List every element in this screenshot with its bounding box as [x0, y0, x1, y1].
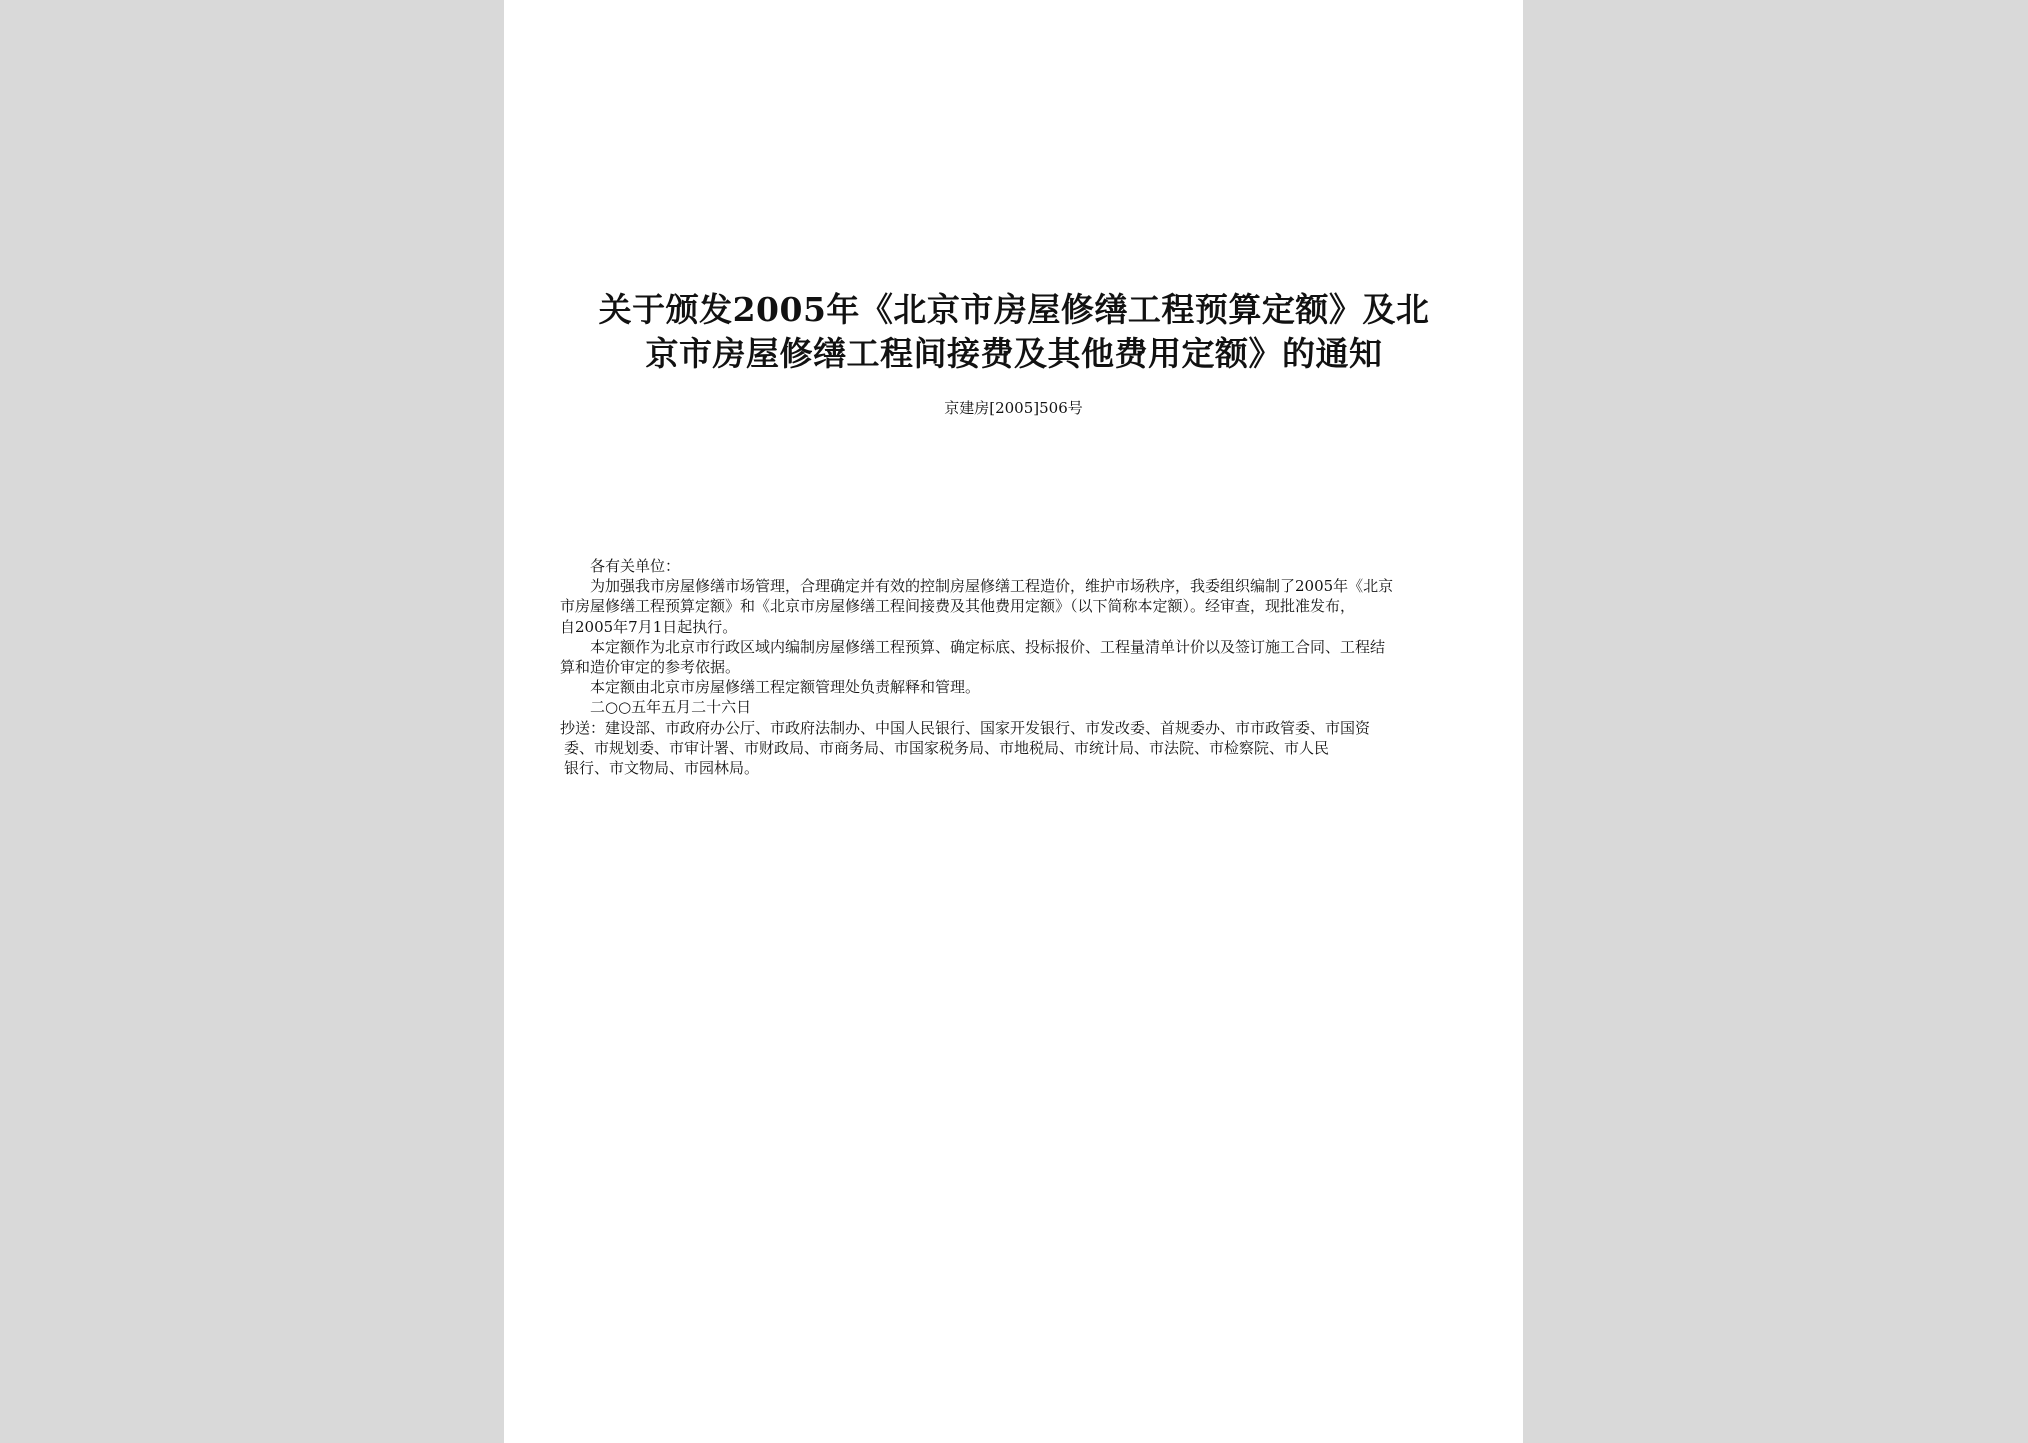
document-body — [560, 556, 1470, 778]
paragraph-line: 算和造价审定的参考依据。 — [560, 658, 741, 677]
paragraph-line: 本定额作为北京市行政区域内编制房屋修缮工程预算、确定标底、投标报价、工程量清单计价以及签订施工合同、工程结 — [590, 637, 1386, 656]
title-line: 京市房屋修缮工程间接费及其他费用定额》的通知 — [645, 334, 1383, 373]
paragraph-line: 为加强我市房屋修缮市场管理，合理确定并有效的控制房屋修缮工程造价，维护市场秩序，我委组织编制了2005年《北京 — [590, 577, 1394, 596]
document-number: 京建房[2005]506号 — [944, 399, 1083, 417]
cc-list — [560, 718, 1470, 779]
cc-line: 银行、市文物局、市园林局。 — [564, 759, 760, 778]
title-line: 关于颁发2005年《北京市房屋修缮工程预算定额》及北 — [598, 290, 1430, 329]
paragraph-3: 本定额由北京市房屋修缮工程定额管理处负责解释和管理。 — [590, 678, 981, 697]
cc-line: 抄送：建设部、市政府办公厅、市政府法制办、中国人民银行、国家开发银行、市发改委、首规委办、市市政管委、市国资 — [560, 718, 1371, 737]
paragraph-1 — [560, 576, 1470, 637]
document-page — [504, 0, 1523, 1443]
issue-date: 二○○五年五月二十六日 — [590, 698, 752, 717]
document-title — [564, 288, 1464, 376]
paragraph-line: 自2005年7月1日起执行。 — [560, 617, 738, 636]
paragraph-2 — [560, 637, 1470, 677]
cc-line: 委、市规划委、市审计署、市财政局、市商务局、市国家税务局、市地税局、市统计局、市法院、市检察院、市人民 — [564, 738, 1330, 757]
salutation: 各有关单位： — [590, 557, 681, 575]
paragraph-line: 市房屋修缮工程预算定额》和《北京市房屋修缮工程间接费及其他费用定额》（以下简称本定额）。经审查，现批准发布， — [560, 597, 1356, 616]
